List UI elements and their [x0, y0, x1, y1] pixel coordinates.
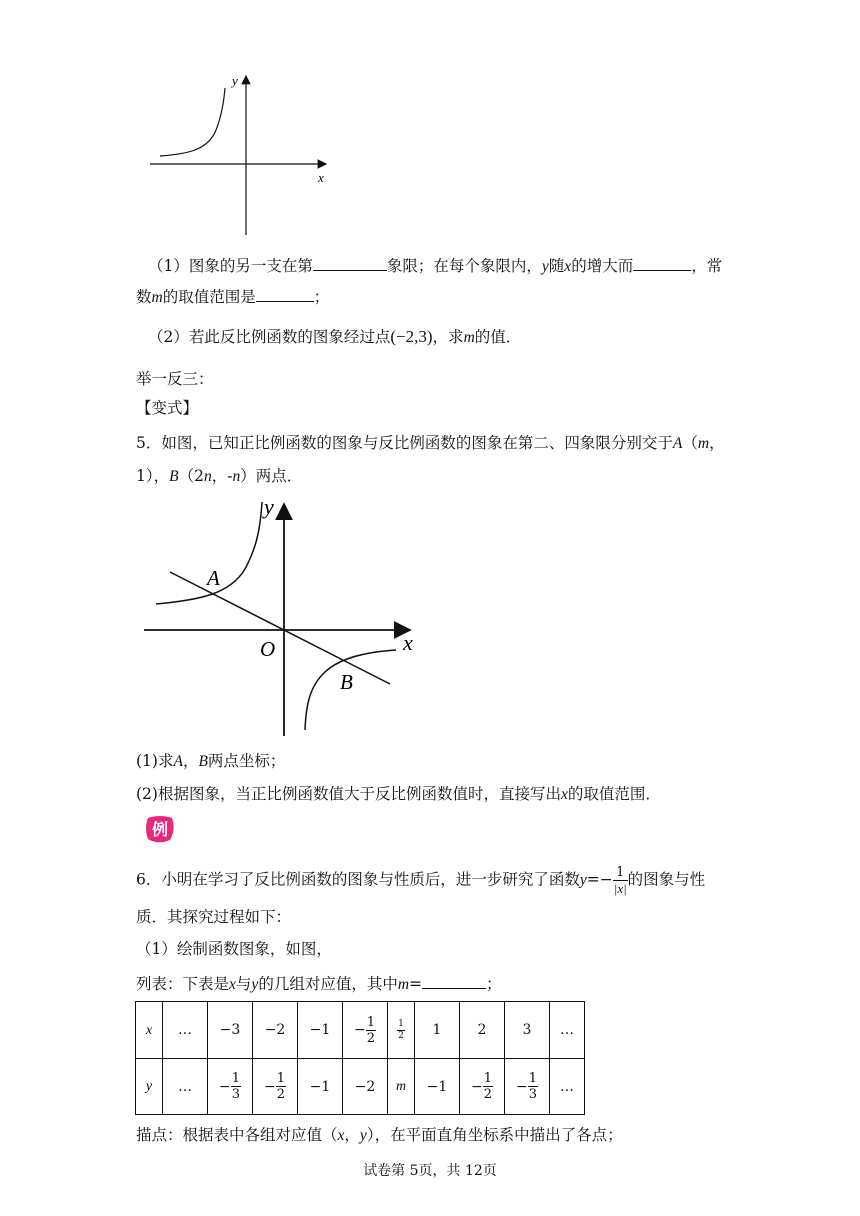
text: ），在平面直角坐标系中描出了各点； [366, 1126, 623, 1144]
cell-text: −3 [219, 1022, 241, 1038]
answer-blank [422, 972, 486, 989]
var-x: x [229, 976, 236, 993]
text: （ [682, 434, 698, 452]
q6-line1 [136, 866, 705, 895]
value-table [135, 1001, 585, 1115]
table-cell [550, 1059, 585, 1115]
var-m: m [397, 976, 410, 993]
q6-list-line [136, 972, 502, 996]
q-part1-line2 [136, 285, 329, 309]
text: 的图象与性 [627, 870, 706, 889]
fraction [613, 866, 628, 895]
q-part2 [148, 326, 521, 349]
text: 数 [136, 288, 152, 306]
hyperbola-curve [160, 88, 225, 156]
text: 1）， [136, 467, 170, 485]
q5-line2 [136, 465, 302, 488]
q5-sub1 [136, 750, 285, 773]
cell-text: −1 [426, 1078, 448, 1095]
text: 随 [548, 257, 565, 275]
table-fraction: − $\frac{1}{3}$ [218, 1071, 240, 1102]
text: (2)根据图象，当正比例函数值大于反比例函数值时，直接写出 [136, 785, 561, 803]
text: 与 [235, 975, 252, 993]
table-cell [253, 1059, 298, 1115]
point-B: B [169, 468, 179, 485]
text: ， [182, 752, 199, 770]
text: 象限；在每个象限内， [386, 257, 542, 275]
text: 的取值范围是 [162, 288, 256, 306]
var-y: y [541, 258, 549, 275]
example-badge-label: 例 [151, 820, 169, 839]
q-part1-line1 [148, 254, 722, 278]
table-cell [208, 1059, 253, 1115]
var-m: m [151, 289, 163, 306]
point-coordinate: (−2,3) [390, 327, 433, 346]
x-axis-label: x [403, 630, 413, 655]
text: ； [313, 288, 330, 306]
var-x: x [337, 1127, 345, 1144]
table-cell [208, 1002, 253, 1059]
table-cell [388, 1002, 415, 1059]
var-n: n [232, 468, 241, 485]
cell-text: y [145, 1079, 153, 1094]
text: （2）若此反比例函数的图象经过点 [148, 328, 391, 346]
table-cell [550, 1002, 585, 1059]
table-cell [163, 1059, 208, 1115]
section-label: 【变式】 [136, 399, 199, 417]
point-A-label: A [207, 566, 220, 590]
q6-plot-line [136, 1124, 623, 1147]
text: ； [486, 975, 502, 993]
table-cell [343, 1002, 388, 1059]
cell-text: x [145, 1022, 153, 1038]
text: 的几组对应值，其中 [258, 975, 398, 993]
proportional-line [170, 572, 390, 684]
cell-text: −2 [354, 1078, 376, 1095]
cell-text: −2 [264, 1022, 286, 1038]
table-fraction: − $\frac{1}{2}$ [353, 1014, 375, 1046]
var-y: y [359, 1127, 367, 1144]
text: = [409, 975, 423, 993]
q5-line1 [136, 432, 725, 455]
cell-text: 3 [522, 1022, 532, 1038]
point-B: B [198, 753, 208, 770]
cell-text: m [395, 1079, 407, 1094]
text: ）两点． [240, 467, 303, 485]
table-cell [460, 1059, 505, 1115]
cell-text: … [178, 1022, 192, 1038]
answer-blank [256, 285, 314, 302]
table-cell [253, 1002, 298, 1059]
line-and-hyperbola-graph [140, 494, 430, 740]
table-cell [136, 1002, 163, 1059]
var-x: x [564, 258, 572, 275]
table-cell [415, 1002, 460, 1059]
cell-text: −1 [309, 1078, 331, 1095]
cell-text: 1 [432, 1022, 442, 1038]
cell-text: −1 [309, 1022, 331, 1038]
text: ，常 [691, 257, 723, 275]
text: =− [586, 870, 613, 889]
var-x: x [560, 786, 568, 803]
text: ，- [211, 467, 233, 485]
table-fraction: $\frac{1}{2}$ [398, 1018, 404, 1041]
text: 两点坐标； [207, 752, 286, 770]
y-axis-label: y [264, 494, 274, 519]
table-cell [163, 1002, 208, 1059]
table-fraction: − $\frac{1}{2}$ [470, 1071, 492, 1102]
fraction-numerator: 1 [616, 865, 625, 880]
table-cell [505, 1059, 550, 1115]
cell-text: … [178, 1078, 192, 1095]
point-B-label: B [340, 670, 353, 694]
hyperbola-branch-graph [140, 70, 340, 240]
table-row-y [136, 1059, 585, 1115]
var-m: m [697, 435, 710, 452]
page-footer: 试卷第 5页，共 12页 [363, 1163, 497, 1179]
cell-text: … [560, 1022, 574, 1038]
table-fraction: − $\frac{1}{3}$ [515, 1071, 537, 1102]
var-n: n [203, 468, 212, 485]
table-cell [298, 1059, 343, 1115]
text: 的值． [474, 328, 522, 346]
cell-text: … [560, 1078, 574, 1095]
table-cell [415, 1059, 460, 1115]
table-fraction: − $\frac{1}{2}$ [263, 1071, 285, 1102]
answer-blank [633, 254, 691, 271]
section-label: 举一反三： [136, 370, 214, 388]
text: 5．如图，已知正比例函数的图象与反比例函数的图象在第二、四象限分别交于 [136, 434, 673, 452]
point-A: A [672, 435, 683, 452]
text: （2 [178, 467, 204, 485]
y-axis-label: y [232, 73, 238, 88]
text: 描点：根据表中各组对应值（ [136, 1126, 338, 1144]
text: ， [344, 1126, 360, 1144]
text: （1）图象的另一支在第 [148, 257, 313, 275]
table-cell [136, 1059, 163, 1115]
example-badge-icon [144, 814, 176, 844]
text: 列表：下表是 [136, 975, 230, 993]
text: 的取值范围． [567, 785, 661, 803]
x-axis-label: x [318, 170, 324, 185]
q6-step1: （1）绘制函数图象，如图， [136, 940, 332, 958]
text: ，求 [432, 328, 464, 346]
var-y: y [579, 871, 587, 889]
q5-sub2 [136, 783, 661, 806]
text: 6．小明在学习了反比例函数的图象与性质后，进一步研究了函数 [136, 870, 580, 889]
text: 的增大而 [571, 257, 634, 275]
cell-text: 2 [477, 1022, 487, 1038]
var-m: m [463, 329, 475, 346]
text: ， [709, 434, 725, 452]
text: (1)求 [136, 752, 174, 770]
origin-label: O [260, 637, 276, 661]
table-cell [388, 1059, 415, 1115]
q6-line2: 质．其探究过程如下： [136, 908, 292, 926]
point-A: A [173, 753, 183, 770]
fraction-denominator: |x| [613, 881, 627, 896]
table-cell [460, 1002, 505, 1059]
table-cell [505, 1002, 550, 1059]
var-y: y [251, 976, 259, 993]
answer-blank [313, 254, 387, 271]
table-cell [343, 1059, 388, 1115]
table-cell [298, 1002, 343, 1059]
table-row-x [136, 1002, 585, 1059]
